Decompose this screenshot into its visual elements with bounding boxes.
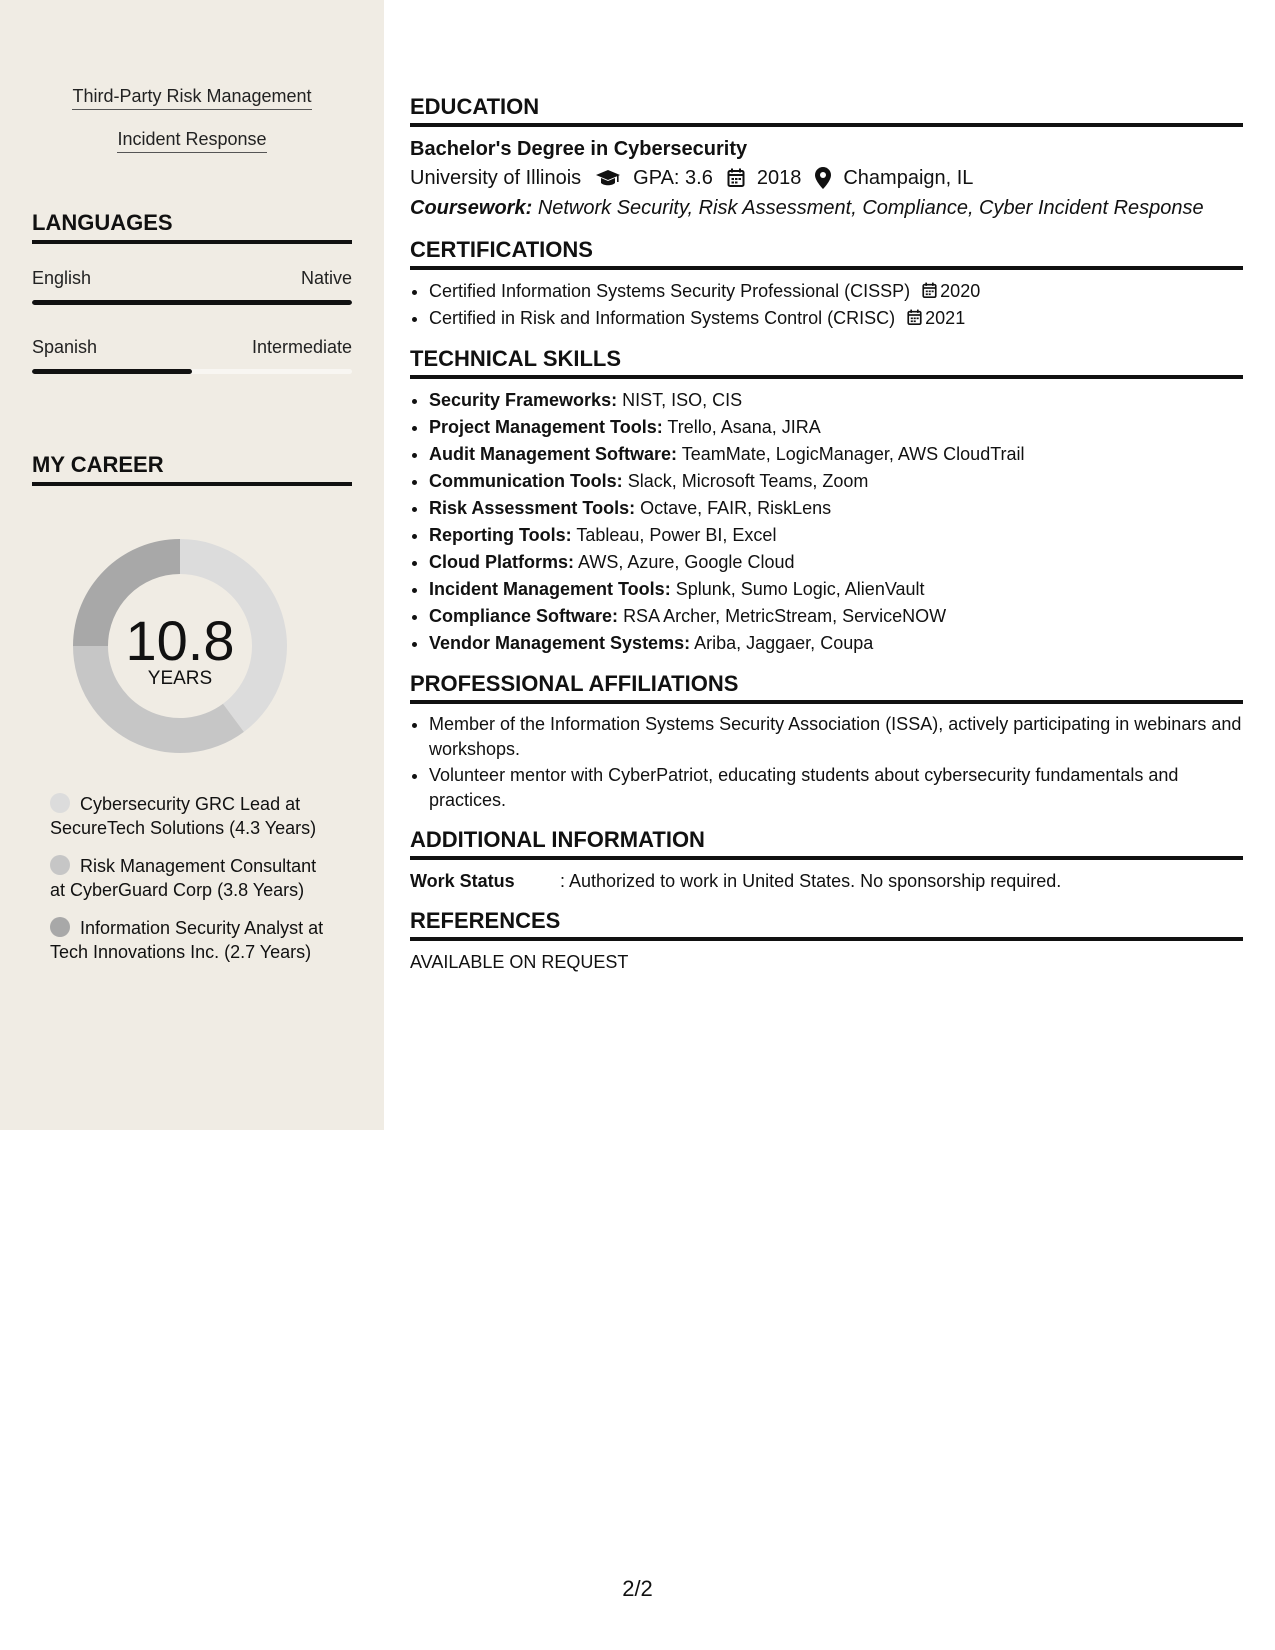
affiliation-item: • Member of the Information Systems Security Association (ISSA), actively participating in webinars and workshops.: [429, 712, 1243, 762]
coursework: [410, 193, 1243, 223]
language-name: Spanish: [32, 337, 98, 357]
skill-tag: Third-Party Risk Management: [72, 86, 311, 110]
certifications-heading: CERTIFICATIONS: [410, 237, 1243, 270]
certification-item: [429, 278, 1243, 305]
skill-value: Slack, Microsoft Teams, Zoom: [627, 471, 869, 491]
gpa: GPA: 3.6: [633, 167, 713, 189]
career-donut-chart: [66, 532, 294, 760]
skill-value: TeamMate, LogicManager, AWS CloudTrail: [681, 444, 1025, 464]
skill-label: Project Management Tools:: [429, 417, 663, 437]
language-level: Intermediate: [251, 337, 352, 357]
skill-label: Reporting Tools:: [429, 525, 572, 545]
skill-item: [429, 414, 1243, 441]
skill-item: [429, 630, 1243, 657]
skill-tags: [0, 86, 384, 172]
graduation-year: 2018: [756, 167, 802, 189]
work-status-row: [410, 868, 1243, 894]
technical-skills-heading: TECHNICAL SKILLS: [410, 346, 1243, 379]
language-english: [32, 268, 352, 305]
degree-title: Bachelor's Degree in Cybersecurity: [410, 138, 748, 160]
skill-label: Incident Management Tools:: [429, 579, 671, 599]
skill-label: Compliance Software:: [429, 606, 619, 626]
skill-label: Risk Assessment Tools:: [429, 498, 636, 518]
work-status-value: : Authorized to work in United States. No sponsorship required.: [560, 871, 1062, 891]
language-bar: [32, 300, 352, 305]
career-list: [50, 792, 330, 978]
affiliation-item: • Volunteer mentor with CyberPatriot, educating students about cybersecurity fundamentals and practices.: [429, 763, 1243, 813]
career-unit: YEARS: [147, 668, 213, 689]
skill-value: Splunk, Sumo Logic, AlienVault: [675, 579, 925, 599]
certifications-list: [410, 278, 1243, 332]
career-legend-dot: [50, 793, 70, 813]
skill-label: Vendor Management Systems:: [429, 633, 691, 653]
skill-value: Ariba, Jaggaer, Coupa: [694, 633, 874, 653]
career-heading: MY CAREER: [32, 452, 352, 486]
skill-label: Security Frameworks:: [429, 390, 618, 410]
skill-value: Octave, FAIR, RiskLens: [640, 498, 832, 518]
coursework-text: Network Security, Risk Assessment, Compliance, Cyber Incident Response: [537, 197, 1204, 219]
page-number: 2/2: [622, 1576, 653, 1601]
main-content: [410, 94, 1243, 975]
calendar-icon: [922, 282, 937, 299]
skill-item: [429, 549, 1243, 576]
skill-item: [429, 603, 1243, 630]
skill-value: Tableau, Power BI, Excel: [576, 525, 777, 545]
calendar-icon: [907, 309, 922, 326]
affiliations-heading: PROFESSIONAL AFFILIATIONS: [410, 671, 1243, 704]
career-legend-dot: [50, 917, 70, 937]
skill-value: AWS, Azure, Google Cloud: [578, 552, 795, 572]
skill-item: [429, 576, 1243, 603]
career-item: [50, 916, 330, 964]
language-level: Native: [300, 268, 352, 288]
certification-name: Certified in Risk and Information Systems Control (CRISC): [429, 308, 896, 328]
references-heading: REFERENCES: [410, 908, 1243, 941]
career-item-label: Cybersecurity GRC Lead at SecureTech Solutions (4.3 Years): [50, 794, 317, 838]
affiliations-list: [410, 712, 1243, 813]
location-pin-icon: [815, 167, 831, 189]
technical-skills-list: [410, 387, 1243, 657]
skill-label: Audit Management Software:: [429, 444, 678, 464]
calendar-icon: [727, 168, 745, 188]
career-item-label: Information Security Analyst at Tech Innovations Inc. (2.7 Years): [50, 918, 324, 962]
education-heading: EDUCATION: [410, 94, 1243, 127]
career-total: 10.8: [125, 609, 235, 672]
career-legend-dot: [50, 855, 70, 875]
skill-item: [429, 441, 1243, 468]
certification-item: [429, 305, 1243, 332]
career-item-label: Risk Management Consultant at CyberGuard Corp (3.8 Years): [50, 856, 317, 900]
skill-item: [429, 522, 1243, 549]
work-status-label: Work Status: [410, 871, 515, 891]
certification-name: Certified Information Systems Security Professional (CISSP): [429, 281, 911, 301]
education-details: [410, 163, 1243, 193]
skill-label: Communication Tools:: [429, 471, 623, 491]
career-item: [50, 792, 330, 840]
skill-item: [429, 387, 1243, 414]
skill-value: RSA Archer, MetricStream, ServiceNOW: [623, 606, 947, 626]
sidebar: [0, 0, 384, 1130]
career-item: [50, 854, 330, 902]
school-name: University of Illinois: [410, 167, 582, 189]
language-bar: [32, 369, 352, 374]
school-location: Champaign, IL: [843, 167, 974, 189]
graduation-cap-icon: [595, 169, 621, 187]
language-bar-fill: [32, 300, 352, 305]
language-bar-fill: [32, 369, 192, 374]
skill-tag: Incident Response: [117, 129, 266, 153]
additional-info-heading: ADDITIONAL INFORMATION: [410, 827, 1243, 860]
language-name: English: [32, 268, 92, 288]
skill-value: Trello, Asana, JIRA: [667, 417, 821, 437]
skill-value: NIST, ISO, CIS: [622, 390, 743, 410]
certification-year: 2020: [940, 281, 981, 301]
skill-label: Cloud Platforms:: [429, 552, 575, 572]
languages-heading: LANGUAGES: [32, 210, 352, 244]
references-text: AVAILABLE ON REQUEST: [410, 952, 629, 972]
certification-year: 2021: [925, 308, 966, 328]
coursework-label: Coursework:: [410, 197, 533, 219]
skill-item: [429, 468, 1243, 495]
language-spanish: [32, 337, 352, 374]
skill-item: [429, 495, 1243, 522]
